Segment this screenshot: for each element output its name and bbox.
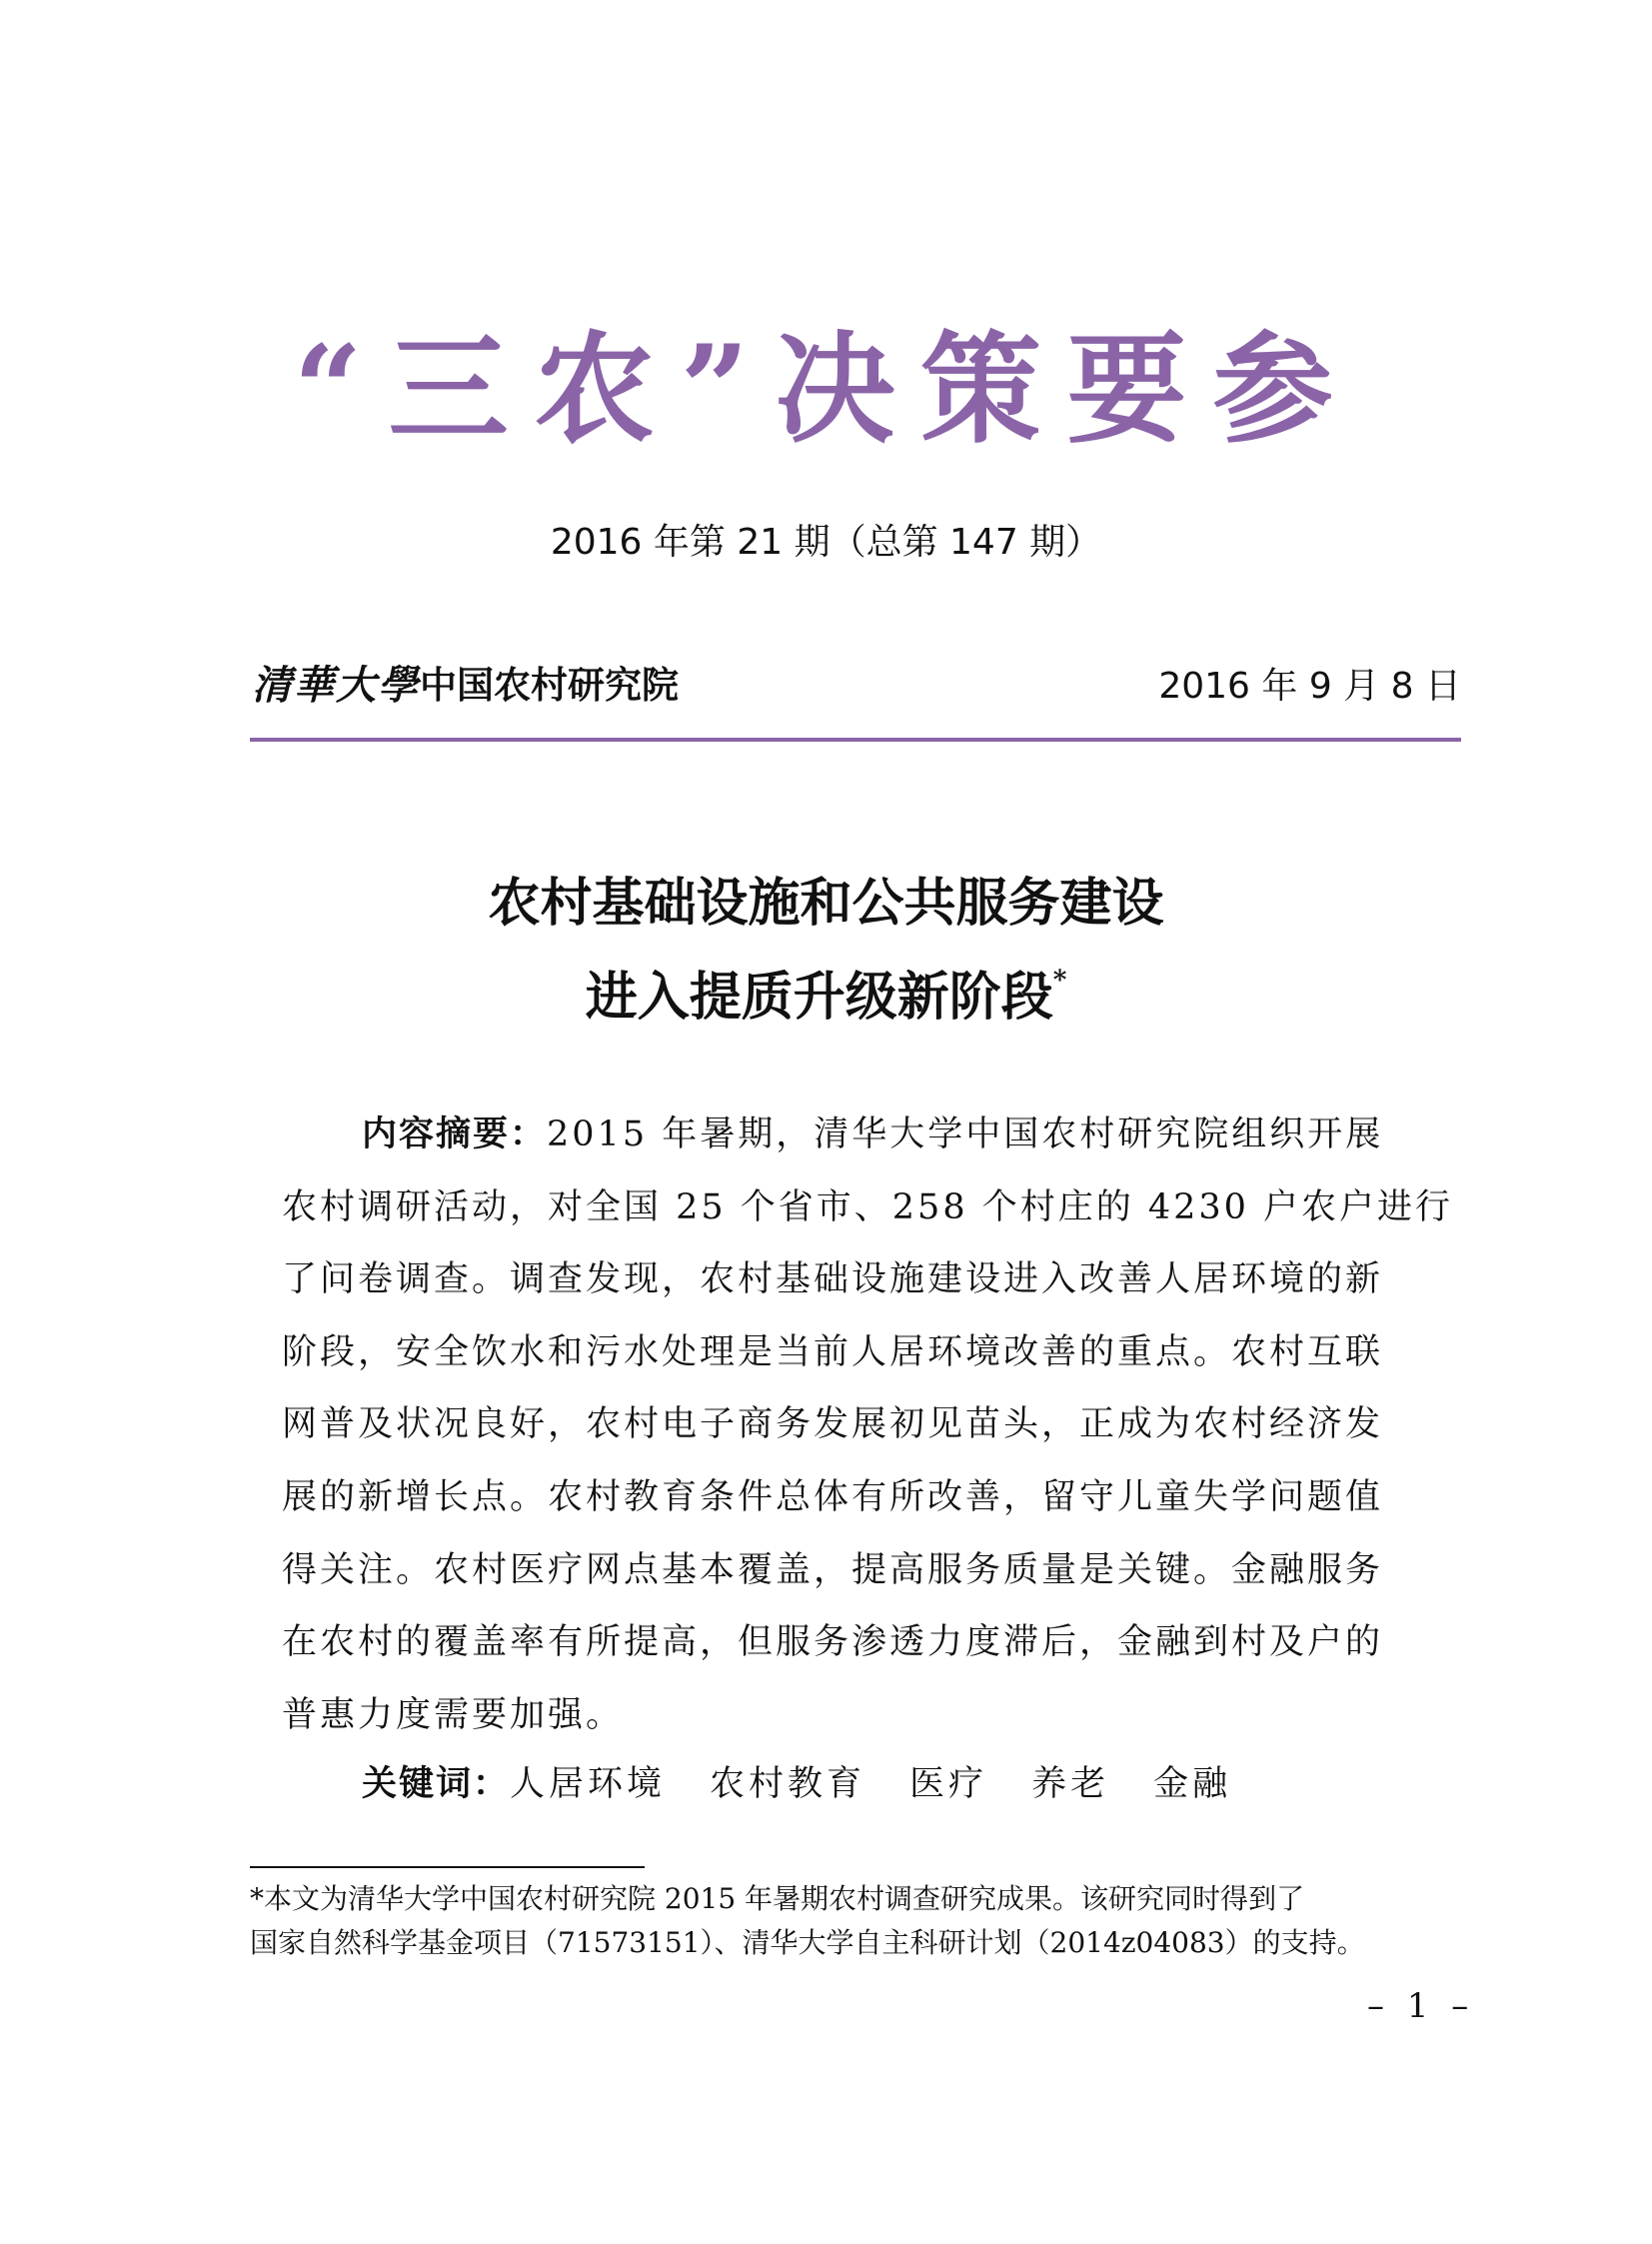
keyword: 医疗 — [909, 1764, 988, 1804]
abstract-line — [282, 1110, 1441, 1182]
footnote-line-1: *本文为清华大学中国农村研究院 2015 年暑期农村调查研究成果。该研究同时得到了 — [250, 1882, 1305, 1915]
keyword: 养老 — [1031, 1764, 1110, 1804]
keywords-lead: 关键词： — [362, 1764, 511, 1804]
footnote-divider — [250, 1866, 645, 1868]
abstract-line: 普惠力度需要加强。 — [282, 1694, 625, 1735]
institute-name: 中国农村研究院 — [420, 663, 679, 707]
university-logo-text: 清華大學 — [252, 662, 420, 709]
masthead-title: “三农”决策要参 — [293, 319, 1359, 460]
abstract-lead: 内容摘要： — [362, 1115, 548, 1154]
footnote-line-2: 国家自然科学基金项目（71573151）、清华大学自主科研计划（2014z04083）的支持。 — [250, 1926, 1365, 1959]
header-divider — [250, 738, 1461, 742]
abstract-line: 在农村的覆盖率有所提高，但服务渗透力度滞后，金融到村及户的 — [282, 1622, 1384, 1663]
title-footnote-marker: * — [1052, 966, 1067, 996]
keyword: 金融 — [1153, 1764, 1232, 1804]
abstract-line: 网普及状况良好，农村电子商务发展初见苗头，正成为农村经济发 — [282, 1404, 1384, 1445]
publication-date: 2016 年 9 月 8 日 — [1158, 666, 1461, 707]
abstract-line: 展的新增长点。农村教育条件总体有所改善，留守儿童失学问题值 — [282, 1476, 1384, 1517]
abstract-line: 阶段，安全饮水和污水处理是当前人居环境改善的重点。农村互联 — [282, 1331, 1384, 1372]
abstract-line: 农村调研活动，对全国 25 个省市、258 个村庄的 4230 户农户进行 — [282, 1186, 1454, 1227]
abstract-line: 得关注。农村医疗网点基本覆盖，提高服务质量是关键。金融服务 — [282, 1549, 1384, 1590]
page-number: – 1 – — [1367, 1986, 1475, 2026]
keyword: 农村教育 — [710, 1764, 866, 1804]
article-title-line-2 — [0, 966, 1652, 1028]
footnote — [250, 1877, 1464, 1965]
abstract-line: 了问卷调查。调查发现，农村基础设施建设进入改善人居环境的新 — [282, 1259, 1384, 1300]
issue-number: 2016 年第 21 期（总第 147 期） — [550, 522, 1102, 563]
abstract — [282, 1110, 1454, 1762]
article-title-line-1: 农村基础设施和公共服务建设 — [488, 873, 1164, 934]
abstract-line-text: 2015 年暑期，清华大学中国农村研究院组织开展 — [547, 1115, 1384, 1154]
keywords — [362, 1759, 1275, 1809]
keyword: 人居环境 — [510, 1764, 667, 1804]
organization-row — [252, 662, 1461, 712]
article-title-line-2-text: 进入提质升级新阶段 — [585, 967, 1053, 1028]
